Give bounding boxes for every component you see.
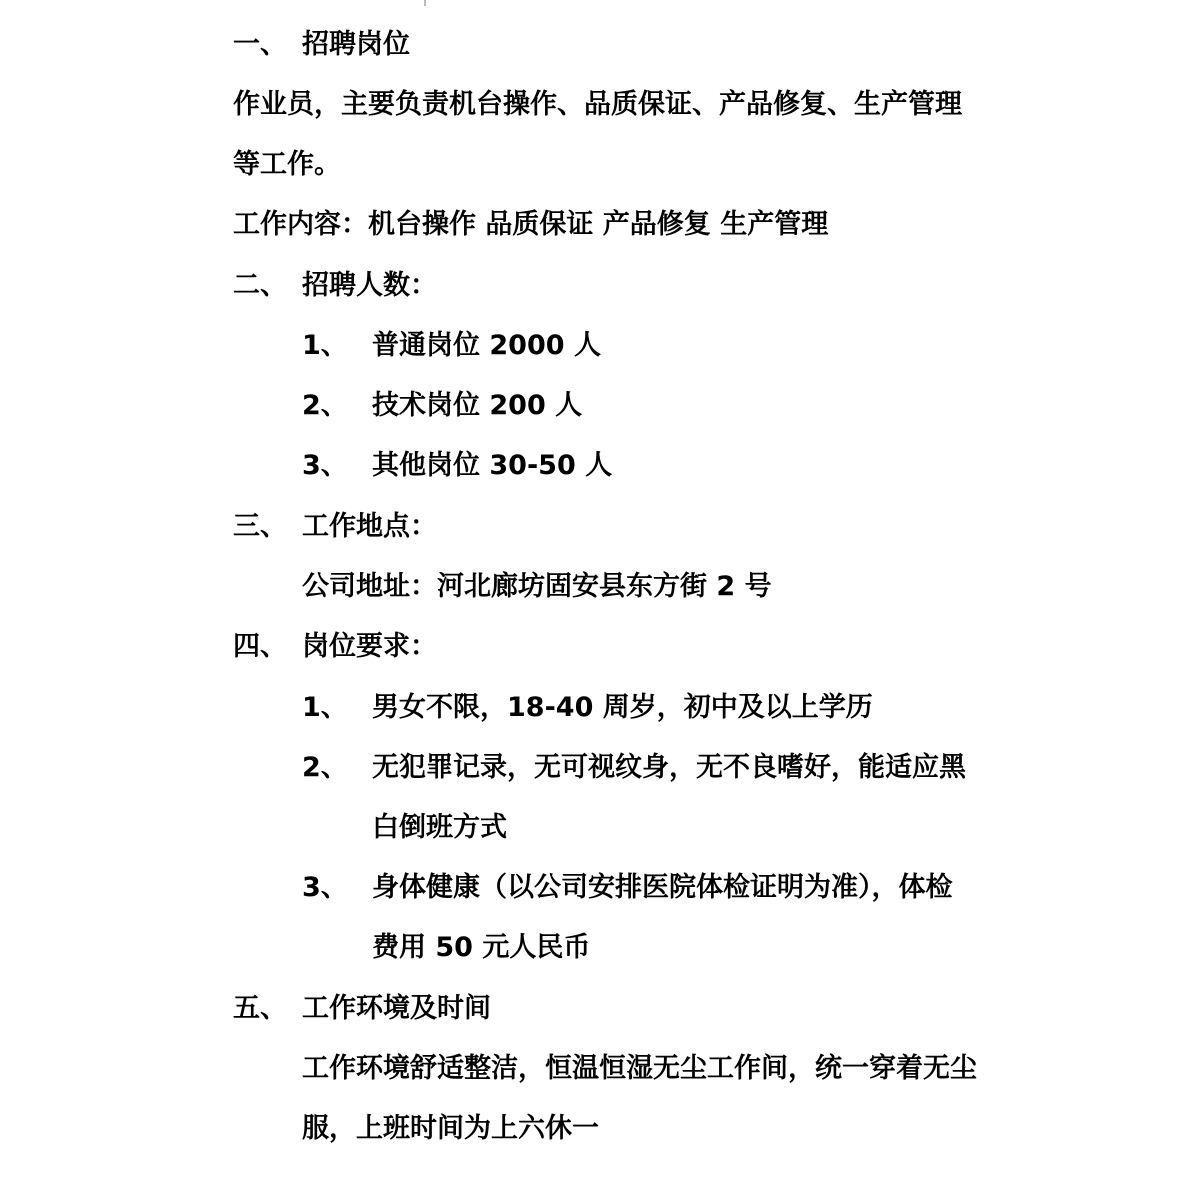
section-1-number: 一、	[233, 29, 287, 60]
section-4-item-3-text-line-1: 身体健康（以公司安排医院体检证明为准），体检	[372, 872, 953, 903]
section-3-address: 公司地址：河北廊坊固安县东方街 2 号	[302, 571, 772, 602]
section-2-title: 招聘人数：	[302, 270, 437, 301]
section-3-number: 三、	[233, 511, 287, 542]
section-4-item-3-number: 3、	[302, 872, 348, 903]
section-4-item-3-text-line-2: 费用 50 元人民币	[372, 932, 591, 963]
section-5-number: 五、	[233, 993, 287, 1024]
section-2-item-3-number: 3、	[302, 450, 348, 481]
section-1-content: 工作内容：机台操作 品质保证 产品修复 生产管理	[233, 209, 829, 240]
section-2-item-3-text: 其他岗位 30-50 人	[372, 450, 613, 481]
section-4-item-2-text-line-1: 无犯罪记录，无可视纹身，无不良嗜好，能适应黑	[372, 752, 966, 783]
section-4-number: 四、	[233, 631, 287, 662]
top-scan-mark	[424, 0, 426, 6]
section-2-item-1-text: 普通岗位 2000 人	[372, 330, 601, 361]
section-3-title: 工作地点：	[302, 511, 437, 542]
section-5-text-line-2: 服，上班时间为上六休一	[302, 1113, 599, 1144]
section-4-item-2-text-line-2: 白倒班方式	[372, 812, 507, 843]
section-2-number: 二、	[233, 270, 287, 301]
section-2-item-1-number: 1、	[302, 330, 348, 361]
section-4-title: 岗位要求：	[302, 631, 437, 662]
section-2-item-2-number: 2、	[302, 390, 348, 421]
section-5-title: 工作环境及时间	[302, 993, 491, 1024]
section-1-title: 招聘岗位	[302, 29, 410, 60]
section-1-desc-line-1: 作业员，主要负责机台操作、品质保证、产品修复、生产管理	[233, 89, 962, 120]
section-4-item-1-text: 男女不限，18-40 周岁，初中及以上学历	[372, 692, 873, 723]
section-4-item-2-number: 2、	[302, 752, 348, 783]
section-1-desc-line-2: 等工作。	[233, 149, 341, 180]
section-5-text-line-1: 工作环境舒适整洁，恒温恒湿无尘工作间，统一穿着无尘	[302, 1053, 977, 1084]
section-2-item-2-text: 技术岗位 200 人	[372, 390, 583, 421]
section-4-item-1-number: 1、	[302, 692, 348, 723]
